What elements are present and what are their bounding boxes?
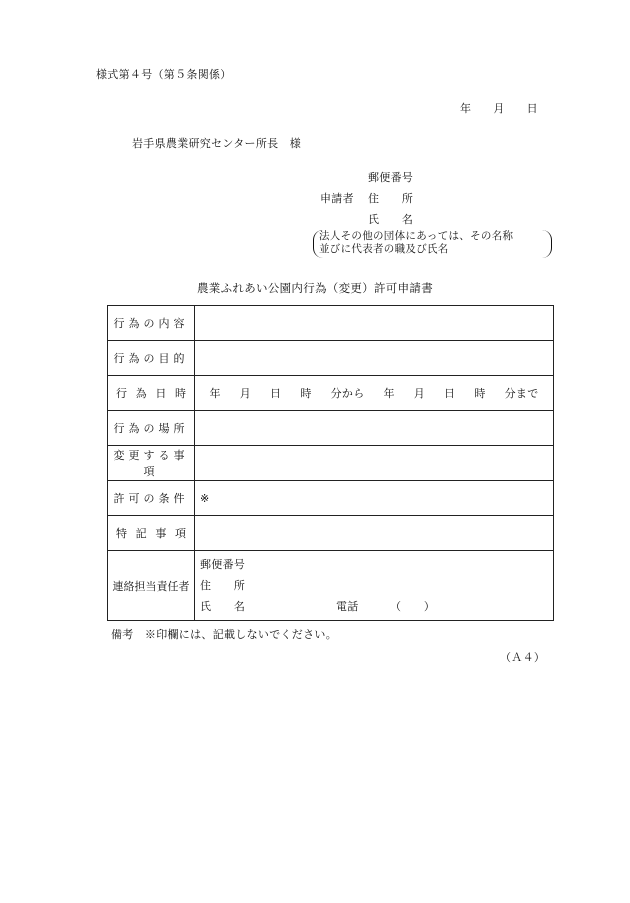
row-value-contact	[195, 551, 554, 621]
applicant-name-label: 氏 名	[368, 213, 414, 226]
row-label-content: 行為の内容	[108, 306, 195, 341]
contact-postal: 郵便番号	[200, 558, 246, 571]
dt-end-minute: 分まで	[504, 387, 539, 400]
applicant-note-line2: 並びに代表者の職及び氏名	[319, 243, 449, 255]
row-value-content	[195, 306, 554, 341]
row-label-purpose: 行為の目的	[108, 341, 195, 376]
row-label-notes-text: 特 記 事 項	[116, 527, 186, 540]
row-value-conditions: ※	[195, 481, 554, 516]
date-year: 年	[460, 102, 472, 115]
row-label-contact: 連絡担当責任者	[108, 551, 195, 621]
row-value-datetime	[195, 376, 554, 411]
addressee: 岩手県農業研究センター所長 様	[132, 137, 302, 150]
applicant-note-line1: 法人その他の団体にあっては、その名称	[319, 230, 514, 242]
row-label-changes: 変更する事項	[108, 446, 195, 481]
row-label-place: 行為の場所	[108, 411, 195, 446]
table-row	[108, 306, 554, 341]
form-title: 農業ふれあい公園内行為（変更）許可申請書	[197, 281, 433, 295]
applicant-address-row	[320, 192, 413, 206]
applicant-note	[313, 230, 552, 258]
row-value-changes	[195, 446, 554, 481]
remarks: 備考 ※印欄には、記載しないでください。	[111, 628, 337, 641]
table-row	[108, 446, 554, 481]
contact-name-phone-row	[200, 596, 548, 617]
application-table	[107, 305, 554, 621]
row-value-notes	[195, 516, 554, 551]
applicant-postal-label: 郵便番号	[368, 171, 414, 184]
form-number: 様式第４号（第５条関係）	[96, 68, 232, 81]
table-row	[108, 481, 554, 516]
contact-phone-paren: （ ）	[390, 600, 436, 613]
contact-name: 氏 名	[200, 600, 246, 613]
table-row	[108, 341, 554, 376]
row-label-datetime-text: 行 為 日 時	[116, 387, 186, 400]
contact-phone: 電話	[336, 600, 359, 613]
date-month: 月	[493, 102, 505, 115]
dt-end-month: 月	[413, 387, 426, 400]
table-row	[108, 551, 554, 621]
date-day: 日	[526, 102, 538, 115]
table-row	[108, 376, 554, 411]
dt-start-hour: 時	[300, 387, 312, 400]
dt-start-minute: 分から	[330, 387, 365, 400]
table-row	[108, 516, 554, 551]
contact-address: 住 所	[200, 579, 246, 592]
dt-start-day: 日	[270, 387, 282, 400]
dt-end-hour: 時	[474, 387, 486, 400]
row-label-conditions: 許可の条件	[108, 481, 195, 516]
row-label-notes	[108, 516, 195, 551]
paper-size: （Ａ４）	[500, 651, 546, 664]
table-row	[108, 411, 554, 446]
dt-start-month: 月	[239, 387, 252, 400]
dt-end-day: 日	[444, 387, 456, 400]
dt-end-year: 年	[383, 387, 395, 400]
applicant-address-label: 住 所	[368, 192, 414, 205]
dt-start-year: 年	[209, 387, 221, 400]
row-value-purpose	[195, 341, 554, 376]
row-label-datetime	[108, 376, 195, 411]
date-line	[460, 102, 538, 116]
row-value-place	[195, 411, 554, 446]
applicant-role-label: 申請者	[320, 192, 354, 205]
